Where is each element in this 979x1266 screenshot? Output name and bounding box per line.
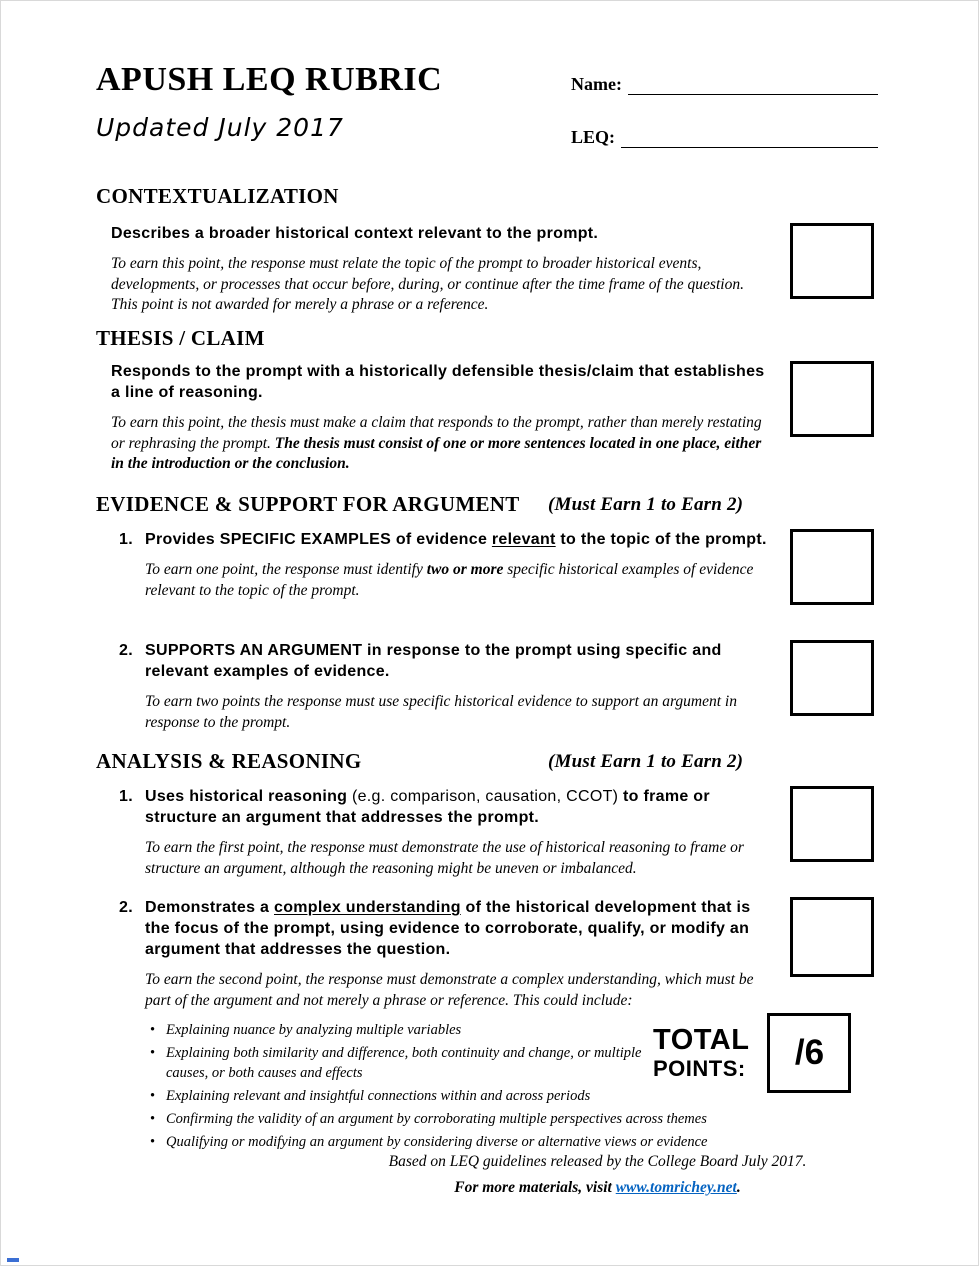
analysis-item-1-criterion-bold-1: Uses historical reasoning — [145, 788, 348, 805]
analysis-item-2-criterion-underlined: complex understanding — [274, 899, 461, 916]
total-score-box[interactable] — [767, 1013, 851, 1093]
evidence-item-2 — [96, 638, 874, 733]
thesis-explanation-normal: To earn this point, the thesis must make a claim that responds to the prompt, rather than merely restating or rephrasing the prompt. — [111, 414, 762, 452]
contextualization-criterion: Describes a broader historical context relevant to the prompt. — [111, 225, 599, 242]
evidence-item-1-explanation — [145, 560, 779, 601]
thesis-explanation-bold: The thesis must consist of one or more sentences located in one place, either in the introduction or the conclusion. — [111, 434, 762, 472]
analysis-item-2-criterion-post: of the historical development that is the focus of the prompt, using evidence to corroborate, qualify, or modify an argument that addresses the question. — [145, 899, 751, 958]
total-label-line-1: TOTAL — [653, 1024, 750, 1056]
footer-cta — [321, 1177, 874, 1199]
page-title: APUSH LEQ RUBRIC — [96, 61, 443, 98]
bottom-left-blue-mark — [7, 1258, 19, 1262]
thesis-explanation — [111, 413, 769, 475]
evidence-item-1-criterion-pre: Provides SPECIFIC EXAMPLES of evidence — [145, 531, 492, 548]
total-score-denominator: /6 — [794, 1033, 825, 1072]
analysis-item-1-explanation: To earn the first point, the response must demonstrate the use of historical reasoning to frame or structure an argument, although the reasoning might be uneven or imbalanced. — [145, 839, 744, 877]
leq-field-row — [571, 120, 878, 148]
evidence-item-1 — [96, 527, 874, 601]
analysis-item-2-criterion — [145, 897, 779, 960]
analysis-item-1-criterion-normal: (e.g. comparison, causation, CCOT) — [347, 788, 624, 805]
evidence-item-1-explanation-pre: To earn one point, the response must identify — [145, 561, 427, 578]
evidence-heading-row — [96, 492, 874, 522]
evidence-item-2-criterion: SUPPORTS AN ARGUMENT in response to the prompt using specific and relevant examples of evidence. — [145, 642, 722, 680]
analysis-heading: ANALYSIS & REASONING — [96, 749, 362, 773]
header — [96, 61, 442, 142]
total-points-label — [653, 1025, 749, 1081]
evidence-item-1-criterion-post: to the topic of the prompt. — [555, 531, 767, 548]
footer — [321, 1151, 874, 1199]
evidence-heading-note: (Must Earn 1 to Earn 2) — [548, 494, 744, 515]
evidence-item-1-criterion-underlined: relevant — [491, 531, 556, 548]
evidence-item-1-explanation-bold: two or more — [426, 561, 504, 578]
footer-cta-text: For more materials, visit — [454, 1179, 616, 1196]
analysis-item-1-criterion — [145, 786, 779, 828]
name-input-line[interactable] — [628, 71, 878, 95]
contextualization-explanation: To earn this point, the response must relate the topic of the prompt to broader historical events, developments, or processes that occur before, during, or continue after the time frame of the question. This point is not awarded for merely a phrase or a reference. — [111, 255, 744, 313]
analysis-item-1 — [96, 784, 874, 879]
evidence-item-2-explanation: To earn two points the response must use specific historical evidence to support an argument in response to the prompt. — [145, 693, 737, 731]
total-label-line-2: POINTS: — [653, 1056, 746, 1081]
name-field-row — [571, 67, 878, 95]
header-fields — [571, 67, 878, 148]
evidence-item-1-explanation-post: specific historical examples of evidence relevant to the topic of the prompt. — [145, 561, 754, 599]
evidence-1-score-box[interactable] — [790, 529, 874, 605]
analysis-item-2-explanation: To earn the second point, the response must demonstrate a complex understanding, which must be part of the argument and not merely a phrase or reference. This could include: — [145, 971, 754, 1009]
contextualization-block — [96, 221, 874, 316]
total-points — [653, 1013, 851, 1093]
bullet-item: • Explaining nuance by analyzing multiple variables — [145, 1020, 644, 1040]
analysis-item-1-number: 1. — [119, 788, 133, 805]
tomrichey-link[interactable]: www.tomrichey.net — [615, 1179, 737, 1196]
footer-credit: Based on LEQ guidelines released by the College Board July 2017. — [388, 1153, 807, 1170]
bullet-item: • Explaining relevant and insightful connections within and across periods — [145, 1086, 644, 1106]
name-label: Name: — [571, 74, 622, 94]
analysis-item-2-criterion-pre: Demonstrates a — [145, 899, 274, 916]
evidence-heading: EVIDENCE & SUPPORT FOR ARGUMENT — [96, 492, 520, 516]
thesis-score-box[interactable] — [790, 361, 874, 437]
contextualization-score-box[interactable] — [790, 223, 874, 299]
bullet-item: • Confirming the validity of an argument by corroborating multiple perspectives across themes — [145, 1109, 779, 1129]
analysis-1-score-box[interactable] — [790, 786, 874, 862]
analysis-heading-row — [96, 749, 874, 779]
analysis-2-score-box[interactable] — [790, 897, 874, 977]
analysis-heading-note: (Must Earn 1 to Earn 2) — [548, 751, 744, 772]
bullet-item: • Qualifying or modifying an argument by considering diverse or alternative views or evidence — [145, 1132, 779, 1152]
analysis-item-2-number: 2. — [119, 899, 133, 916]
thesis-criterion: Responds to the prompt with a historically defensible thesis/claim that establishes a line of reasoning. — [111, 363, 765, 401]
footer-cta-period: . — [736, 1179, 741, 1196]
thesis-heading: THESIS / CLAIM — [96, 326, 265, 350]
page-subtitle: Updated July 2017 — [96, 113, 344, 142]
evidence-item-2-number: 2. — [119, 642, 133, 659]
evidence-item-1-criterion — [145, 529, 779, 550]
thesis-block — [96, 359, 874, 475]
evidence-2-score-box[interactable] — [790, 640, 874, 716]
thesis-heading-row — [96, 326, 874, 356]
evidence-item-1-number: 1. — [119, 531, 133, 548]
leq-input-line[interactable] — [621, 124, 878, 148]
contextualization-heading-row — [96, 184, 874, 214]
analysis-item-1-criterion-bold-2: to frame or structure an argument that addresses the prompt. — [145, 788, 710, 826]
contextualization-heading: CONTEXTUALIZATION — [96, 184, 339, 208]
leq-label: LEQ: — [571, 127, 616, 147]
bullet-item: • Explaining both similarity and difference, both continuity and change, or multiple causes, or both causes and effects — [145, 1043, 644, 1083]
